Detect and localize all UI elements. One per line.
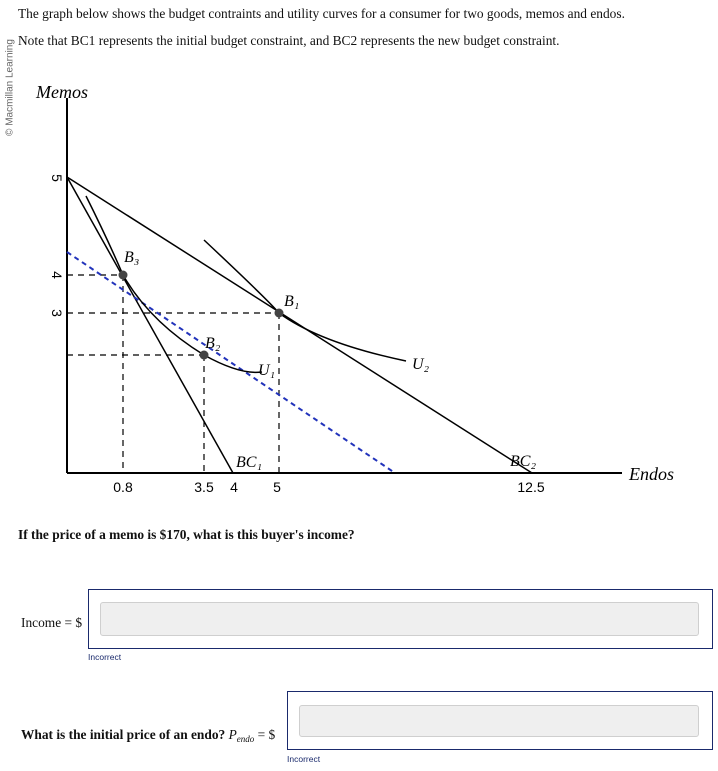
label-u2: U₂ [412, 356, 430, 373]
label-bc1: BC₁ [236, 454, 263, 471]
point-b3 [119, 271, 128, 280]
y-tick-3: 3 [49, 309, 65, 317]
price-subscript: endo [236, 734, 255, 744]
x-tick-5: 5 [273, 479, 281, 495]
question-income: If the price of a memo is $170, what is this buyer's income? [18, 527, 355, 542]
point-b1 [275, 309, 284, 318]
endo-price-input[interactable] [299, 705, 699, 737]
income-input[interactable] [100, 602, 699, 636]
y-tick-5: 5 [49, 174, 65, 182]
label-b2: B₂ [205, 335, 221, 352]
y-tick-4: 4 [49, 271, 65, 279]
endo-price-answer-box [287, 691, 713, 750]
endo-price-question: What is the initial price of an endo? [21, 727, 226, 742]
endo-price-label [21, 727, 275, 744]
intro-line-2: Note that BC1 represents the initial budget constraint, and BC2 represents the new budget constraint. [18, 33, 560, 48]
x-tick-3.5: 3.5 [194, 479, 214, 495]
y-axis-label: Memos [36, 82, 88, 102]
compensated-budget-line [67, 252, 395, 473]
price-variable: P [228, 727, 237, 742]
income-answer-box [88, 589, 713, 649]
x-tick-4: 4 [230, 479, 238, 495]
x-axis-label: Endos [629, 464, 674, 484]
label-b1: B₁ [284, 293, 300, 310]
label-bc2: BC₂ [510, 453, 537, 470]
price-equals: = $ [254, 727, 276, 742]
bc1-line [67, 177, 233, 473]
x-tick-12.5: 12.5 [517, 479, 545, 495]
income-status: Incorrect [88, 652, 122, 662]
income-label: Income = $ [21, 615, 83, 630]
intro-line-1: The graph below shows the budget contraints and utility curves for a consumer for two goods, memos and endos. [18, 6, 625, 21]
copyright-credit: © Macmillan Learning [4, 39, 16, 136]
endo-price-status: Incorrect [287, 754, 321, 764]
x-tick-0.8: 0.8 [113, 479, 133, 495]
u2-curve [204, 240, 406, 361]
label-u1: U₁ [258, 362, 276, 379]
budget-utility-graph [0, 60, 718, 510]
label-b3: B₃ [124, 249, 140, 266]
